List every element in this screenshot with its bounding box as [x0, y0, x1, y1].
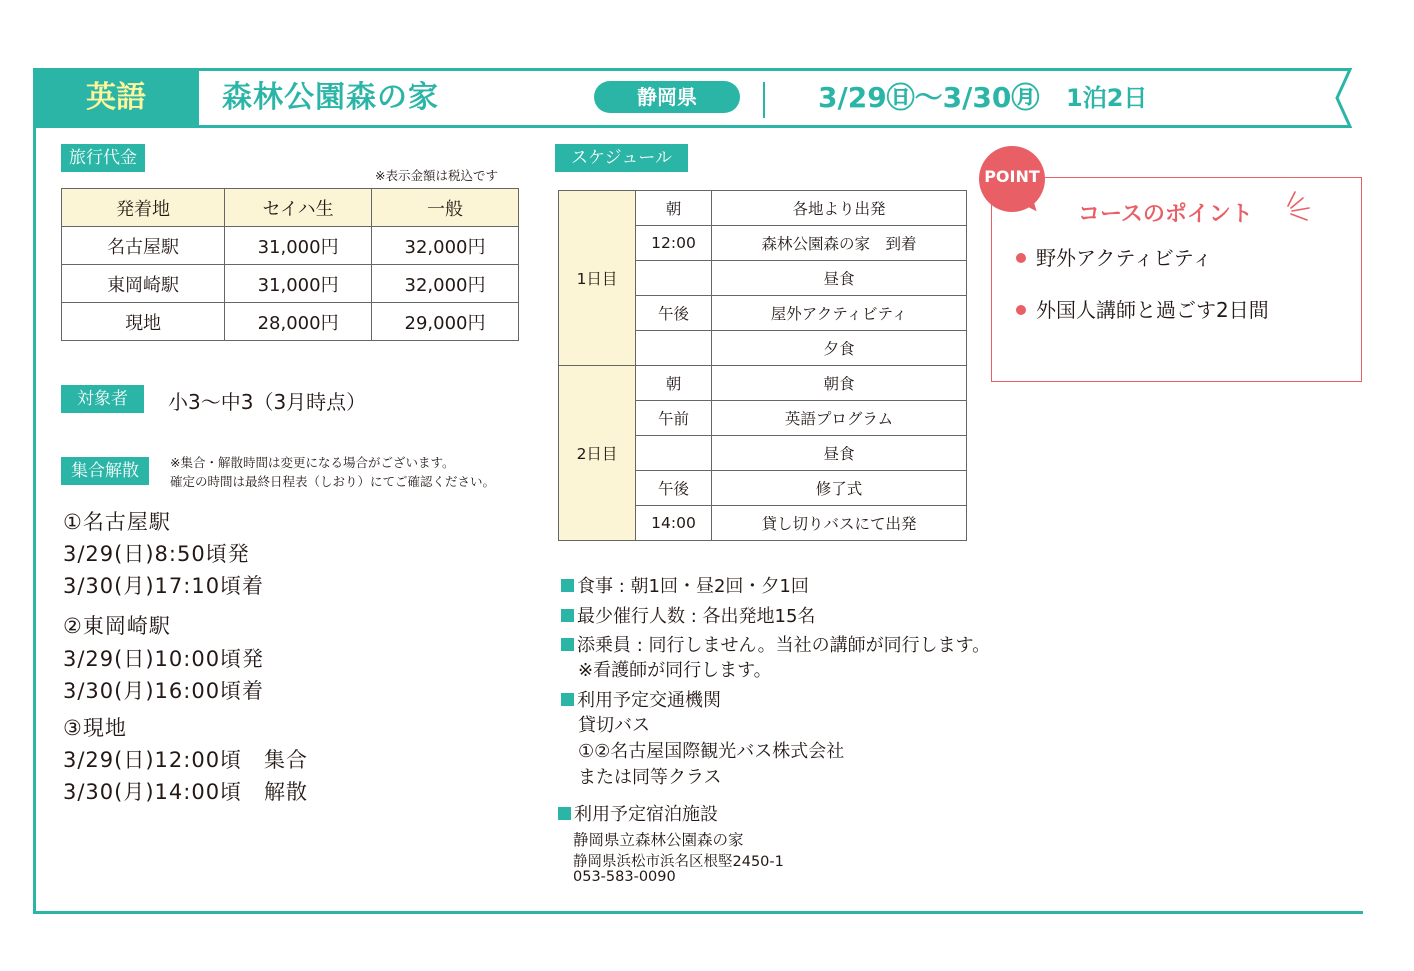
- escort-info: 添乗員 : 同行しません。当社の講師が同行します。: [561, 631, 990, 657]
- sparkle-icon: [1285, 190, 1313, 226]
- target-value: 小3〜中3（3月時点）: [168, 390, 367, 414]
- table-row: [62, 227, 519, 265]
- member-price-cell: 31,000円: [225, 227, 372, 265]
- time-cell: 午後: [636, 471, 712, 506]
- col-origin: 発着地: [62, 189, 225, 227]
- square-bullet-icon: [561, 693, 574, 706]
- table-row: [62, 303, 519, 341]
- stop-depart: 3/29(日)12:00頃 集合: [63, 748, 309, 772]
- time-cell: 午前: [636, 401, 712, 436]
- stop-arrive: 3/30(月)14:00頃 解散: [63, 780, 309, 804]
- stop-name: ①名古屋駅: [63, 510, 171, 534]
- trip-dates: 3/29㊐〜3/30㊊: [818, 81, 1040, 114]
- event-cell: 夕食: [712, 331, 967, 366]
- event-cell: 森林公園森の家 到着: [712, 226, 967, 261]
- subject-label: 英語: [86, 80, 146, 115]
- time-cell: 朝: [636, 191, 712, 226]
- price-tag: 旅行代金: [61, 144, 145, 172]
- square-bullet-icon: [561, 609, 574, 622]
- min-people-info: 最少催行人数 : 各出発地15名: [561, 602, 815, 628]
- transport-line: ①②名古屋国際観光バス株式会社: [578, 741, 845, 762]
- trip-length: 1泊2日: [1066, 84, 1148, 112]
- event-cell: 屋外アクティビティ: [712, 296, 967, 331]
- col-general: 一般: [372, 189, 519, 227]
- schedule-tag: スケジュール: [555, 144, 688, 172]
- frame-bottom-border: [33, 911, 1363, 914]
- meeting-note-2: 確定の時間は最終日程表（しおり）にてご確認ください。: [170, 474, 496, 489]
- col-member: セイハ生: [225, 189, 372, 227]
- transport-line: または同等クラス: [578, 767, 722, 788]
- event-cell: 各地より出発: [712, 191, 967, 226]
- time-cell: 14:00: [636, 506, 712, 541]
- lodging-phone: 053-583-0090: [573, 869, 676, 885]
- table-row: [559, 366, 967, 401]
- square-bullet-icon: [558, 807, 571, 820]
- bullet-dot-icon: [1016, 305, 1026, 315]
- meeting-note-1: ※集合・解散時間は変更になる場合がございます。: [170, 455, 455, 470]
- member-price-cell: 28,000円: [225, 303, 372, 341]
- meals-info: 食事 : 朝1回・昼2回・夕1回: [561, 572, 809, 598]
- stop-arrive: 3/30(月)16:00頃着: [63, 679, 265, 703]
- schedule-table: [558, 190, 967, 541]
- time-cell: [636, 436, 712, 471]
- escort-note: ※看護師が同行します。: [578, 660, 772, 681]
- time-cell: 午後: [636, 296, 712, 331]
- stop-name: ③現地: [63, 716, 127, 740]
- origin-cell: 東岡崎駅: [62, 265, 225, 303]
- event-cell: 昼食: [712, 436, 967, 471]
- transport-line: 貸切バス: [578, 715, 650, 736]
- lodging-title: 利用予定宿泊施設: [558, 800, 718, 826]
- table-row: [62, 265, 519, 303]
- event-cell: 修了式: [712, 471, 967, 506]
- lodging-address: 静岡県浜松市浜名区根堅2450-1: [573, 854, 784, 870]
- general-price-cell: 32,000円: [372, 265, 519, 303]
- meeting-tag: 集合解散: [61, 457, 149, 485]
- target-tag: 対象者: [61, 385, 144, 413]
- event-cell: 英語プログラム: [712, 401, 967, 436]
- point-item: 外国人講師と過ごす2日間: [1016, 294, 1269, 323]
- stop-name: ②東岡崎駅: [63, 614, 171, 638]
- frame-left-border: [33, 125, 36, 914]
- bullet-dot-icon: [1016, 253, 1026, 263]
- point-title: コースのポイント: [1078, 202, 1253, 227]
- square-bullet-icon: [561, 638, 574, 651]
- event-cell: 昼食: [712, 261, 967, 296]
- facility-title: 森林公園森の家: [222, 80, 439, 115]
- price-table: [61, 188, 519, 341]
- lodging-name: 静岡県立森林公園森の家: [573, 831, 744, 849]
- day-label: 2日目: [559, 366, 636, 541]
- origin-cell: 現地: [62, 303, 225, 341]
- time-cell: 朝: [636, 366, 712, 401]
- prefecture-badge: 静岡県: [594, 81, 740, 113]
- transport-title: 利用予定交通機関: [561, 686, 721, 712]
- header-separator: [763, 82, 765, 118]
- price-header-row: [62, 189, 519, 227]
- stop-arrive: 3/30(月)17:10頃着: [63, 574, 265, 598]
- square-bullet-icon: [561, 579, 574, 592]
- general-price-cell: 29,000円: [372, 303, 519, 341]
- event-cell: 貸し切りバスにて出発: [712, 506, 967, 541]
- general-price-cell: 32,000円: [372, 227, 519, 265]
- stop-depart: 3/29(日)8:50頃発: [63, 542, 250, 566]
- point-badge: POINT: [979, 146, 1045, 212]
- time-cell: 12:00: [636, 226, 712, 261]
- day-label: 1日目: [559, 191, 636, 366]
- price-note: ※表示金額は税込です: [375, 168, 498, 183]
- event-cell: 朝食: [712, 366, 967, 401]
- table-row: [559, 191, 967, 226]
- point-item: 野外アクティビティ: [1016, 242, 1212, 271]
- time-cell: [636, 331, 712, 366]
- member-price-cell: 31,000円: [225, 265, 372, 303]
- stop-depart: 3/29(日)10:00頃発: [63, 647, 265, 671]
- time-cell: [636, 261, 712, 296]
- origin-cell: 名古屋駅: [62, 227, 225, 265]
